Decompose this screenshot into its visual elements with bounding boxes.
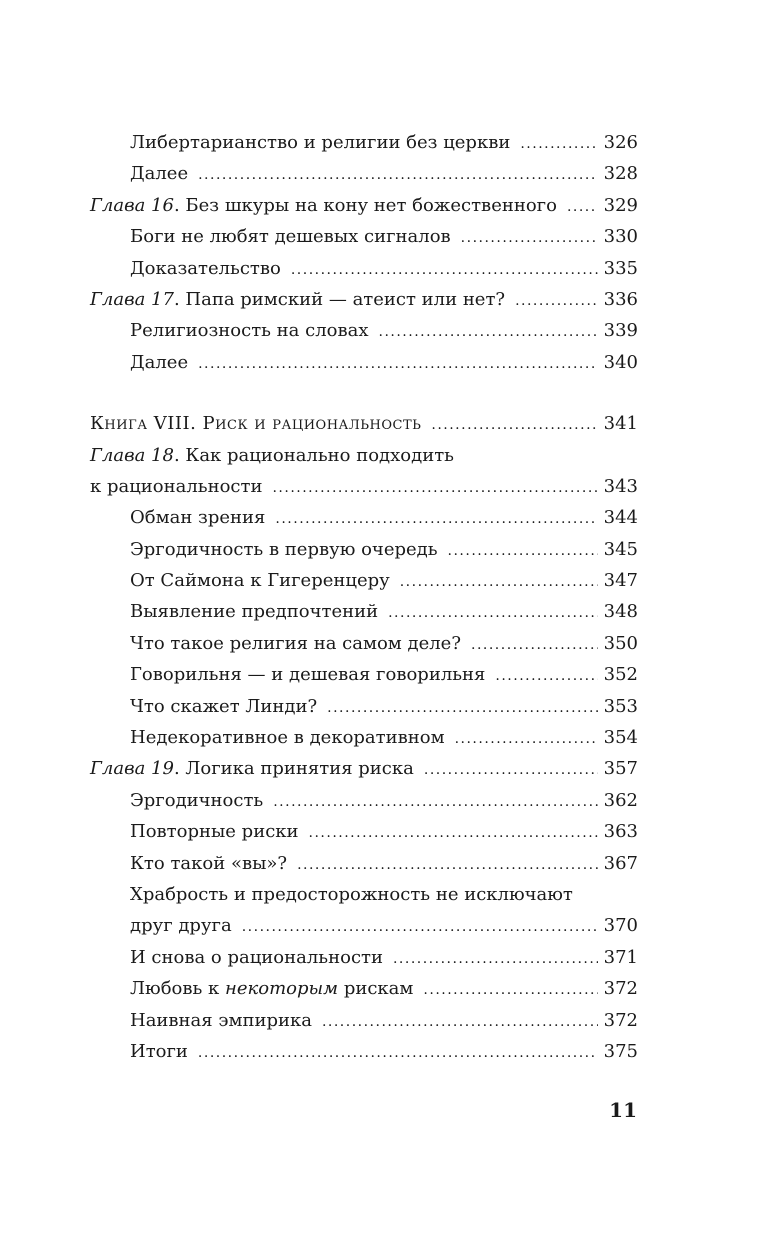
toc-title-part: Глава 16: [90, 194, 174, 216]
toc-entry[interactable]: [90, 315, 638, 346]
toc-entry[interactable]: [90, 722, 638, 753]
toc-page-number: 335: [603, 257, 638, 279]
toc-title-part: Либертарианство и религии без церкви: [130, 132, 511, 153]
toc-entry[interactable]: [90, 253, 638, 284]
toc-title-part: Эргодичность в первую очередь: [130, 538, 438, 560]
dot-leader: [379, 317, 598, 348]
toc-entry[interactable]: [90, 158, 638, 189]
toc-entry[interactable]: [90, 816, 638, 847]
toc-entry-title: [90, 408, 421, 439]
dot-leader: [495, 661, 597, 692]
toc-entry[interactable]: [90, 691, 638, 722]
toc-title-part: Доказательство: [130, 257, 281, 279]
dot-leader: [242, 912, 598, 943]
page-number: 11: [609, 1098, 637, 1122]
dot-leader: [461, 223, 598, 254]
dot-leader: [515, 286, 598, 317]
toc-title-part: Глава 18: [90, 444, 174, 466]
toc-title-part: . Логика принятия риска: [173, 758, 414, 780]
dot-leader: [471, 630, 598, 661]
toc-entry-continuation: [90, 910, 638, 941]
toc-entry[interactable]: [90, 973, 638, 1004]
toc-entry-title: [130, 158, 188, 189]
dot-leader: [273, 787, 597, 818]
dot-leader: [448, 536, 598, 567]
toc-title-part: . Как рационально подходить: [173, 444, 454, 466]
toc-title-part: И снова о рациональности: [130, 946, 383, 968]
toc-entry[interactable]: [90, 596, 638, 627]
toc-title-part: некоторым: [225, 978, 339, 1000]
dot-leader: [275, 504, 597, 535]
dot-leader: [198, 1038, 598, 1069]
dot-leader: [388, 598, 598, 629]
toc-entry[interactable]: [90, 565, 638, 596]
toc-title-part: От Саймона к Гигеренцеру: [130, 570, 390, 592]
toc-entry[interactable]: [90, 127, 638, 158]
toc-title-part: . Без шкуры на кону нет божественного: [173, 194, 557, 216]
toc-title-part: Любовь к: [130, 978, 225, 1000]
toc-page-number: 336: [603, 288, 638, 310]
toc-title-part: Говорильня — и дешевая говорильня: [130, 664, 486, 686]
toc-entry-title: [130, 879, 573, 910]
dot-leader: [424, 755, 598, 786]
toc-title-part: Боги не любят дешевых сигналов: [130, 226, 451, 248]
toc-title-part: Храбрость и предосторожность не исключают: [130, 883, 573, 905]
toc-entry-title: [90, 190, 557, 221]
toc-title-part: Глава 17: [90, 288, 174, 310]
toc-entry[interactable]: [90, 848, 638, 879]
toc-entry[interactable]: [90, 502, 638, 533]
toc-entry-title: [90, 284, 505, 315]
dot-leader: [455, 724, 598, 755]
toc-title-part: Далее: [130, 351, 189, 373]
toc-title-part: Что скажет Линди?: [130, 695, 318, 717]
toc-title-part: Итоги: [130, 1040, 188, 1062]
toc-page-number: 328: [603, 163, 638, 185]
toc-entry-title: [130, 942, 383, 973]
toc-page-number: 347: [603, 570, 638, 592]
toc-title-part: Книга VIII. Риск и рациональность: [90, 413, 422, 435]
toc-page-number: 329: [603, 194, 638, 216]
toc-page-number: 341: [603, 413, 638, 435]
toc-page-number: 326: [603, 132, 638, 153]
toc-entry[interactable]: [90, 1036, 638, 1067]
toc-entry-title: [130, 848, 287, 879]
toc-page-number: 363: [603, 821, 638, 843]
toc-title-part: Недекоративное в декоративном: [130, 727, 445, 749]
toc-title-part: Повторные риски: [130, 821, 299, 843]
dot-leader: [431, 410, 597, 441]
toc-entry-title: [130, 127, 510, 158]
toc-entry[interactable]: [90, 347, 638, 378]
toc-title-part: Что такое религия на самом деле?: [130, 632, 461, 654]
toc-page-number: 343: [603, 475, 638, 497]
dot-leader: [393, 944, 598, 975]
dot-leader: [567, 192, 598, 223]
toc-entry[interactable]: [90, 190, 638, 221]
toc-entry-title: [130, 315, 369, 346]
dot-leader: [198, 160, 598, 191]
toc-page-number: 367: [603, 852, 638, 874]
toc-entry[interactable]: [90, 534, 638, 565]
toc-page-number: 375: [603, 1040, 638, 1062]
toc-title-part: Кто такой «вы»?: [130, 852, 288, 874]
toc-page-number: 371: [603, 946, 638, 968]
toc-entry-title: [130, 628, 461, 659]
dot-leader: [198, 349, 598, 380]
toc-title-part: Наивная эмпирика: [130, 1009, 312, 1031]
toc-title-part: Далее: [130, 163, 189, 185]
toc-page-number: 330: [603, 226, 638, 248]
toc-entry[interactable]: [90, 440, 638, 471]
toc-entry-title: [90, 440, 454, 471]
toc-page-number: 345: [603, 538, 638, 560]
toc-entry[interactable]: [90, 221, 638, 252]
dot-leader: [400, 567, 598, 598]
toc-entry[interactable]: [90, 284, 638, 315]
toc-title-part: Религиозность на словах: [130, 320, 369, 342]
toc-entry-title: [130, 253, 281, 284]
toc-entry[interactable]: [90, 942, 638, 973]
toc-entry[interactable]: [90, 408, 638, 439]
toc-page-number: 372: [603, 978, 638, 1000]
toc-entry-title-continuation: к рациональности: [90, 475, 263, 497]
toc-entry-title: [130, 565, 390, 596]
toc-title-part: . Папа римский — атеист или нет?: [173, 288, 506, 310]
dot-leader: [423, 975, 597, 1006]
toc-page-number: 362: [603, 789, 638, 811]
toc-page-number: 372: [603, 1009, 638, 1031]
toc-entry[interactable]: [90, 659, 638, 690]
toc-entry-title: [130, 659, 485, 690]
toc-title-part: Выявление предпочтений: [130, 601, 379, 623]
toc-entry-title: [130, 785, 263, 816]
toc-entry-title: [130, 816, 299, 847]
toc-page-number: 339: [603, 320, 638, 342]
toc-page-number: 357: [603, 758, 638, 780]
toc-entry-title: [130, 534, 438, 565]
dot-leader: [291, 255, 598, 286]
dot-leader: [322, 1007, 598, 1038]
toc-title-part: Обман зрения: [130, 507, 266, 529]
toc-entry[interactable]: [90, 753, 638, 784]
toc-entry-title: [130, 722, 445, 753]
toc-entry[interactable]: [90, 1005, 638, 1036]
toc-entry-title: [130, 347, 188, 378]
toc-entry-title: [90, 753, 414, 784]
dot-leader: [327, 693, 598, 724]
toc-title-part: рискам: [338, 978, 414, 1000]
toc-title-part: Эргодичность: [130, 789, 264, 811]
toc-page-number: 340: [603, 351, 638, 373]
toc-title-part: Глава 19: [90, 758, 174, 780]
toc-entry-title: [130, 1036, 188, 1067]
table-of-contents: [90, 127, 638, 1067]
dot-leader: [309, 818, 598, 849]
dot-leader: [520, 129, 597, 160]
dot-leader: [297, 850, 598, 881]
toc-entry-continuation: [90, 471, 638, 502]
toc-page-number: 370: [603, 915, 638, 937]
toc-entry-title: [130, 691, 317, 722]
toc-entry[interactable]: [90, 628, 638, 659]
toc-page-number: 354: [603, 727, 638, 749]
dot-leader: [272, 473, 597, 504]
toc-page-number: 350: [603, 632, 638, 654]
toc-page-number: 353: [603, 695, 638, 717]
toc-page-number: 348: [603, 601, 638, 623]
toc-entry-title: [130, 596, 378, 627]
toc-entry-title: [130, 973, 413, 1004]
toc-page-number: 352: [603, 664, 638, 686]
toc-entry-title: [130, 221, 451, 252]
toc-entry-title: [130, 502, 265, 533]
toc-entry-title: [130, 1005, 312, 1036]
toc-page-number: 344: [603, 507, 638, 529]
toc-entry[interactable]: [90, 785, 638, 816]
toc-entry-title-continuation: друг друга: [130, 915, 232, 937]
toc-entry[interactable]: [90, 879, 638, 910]
